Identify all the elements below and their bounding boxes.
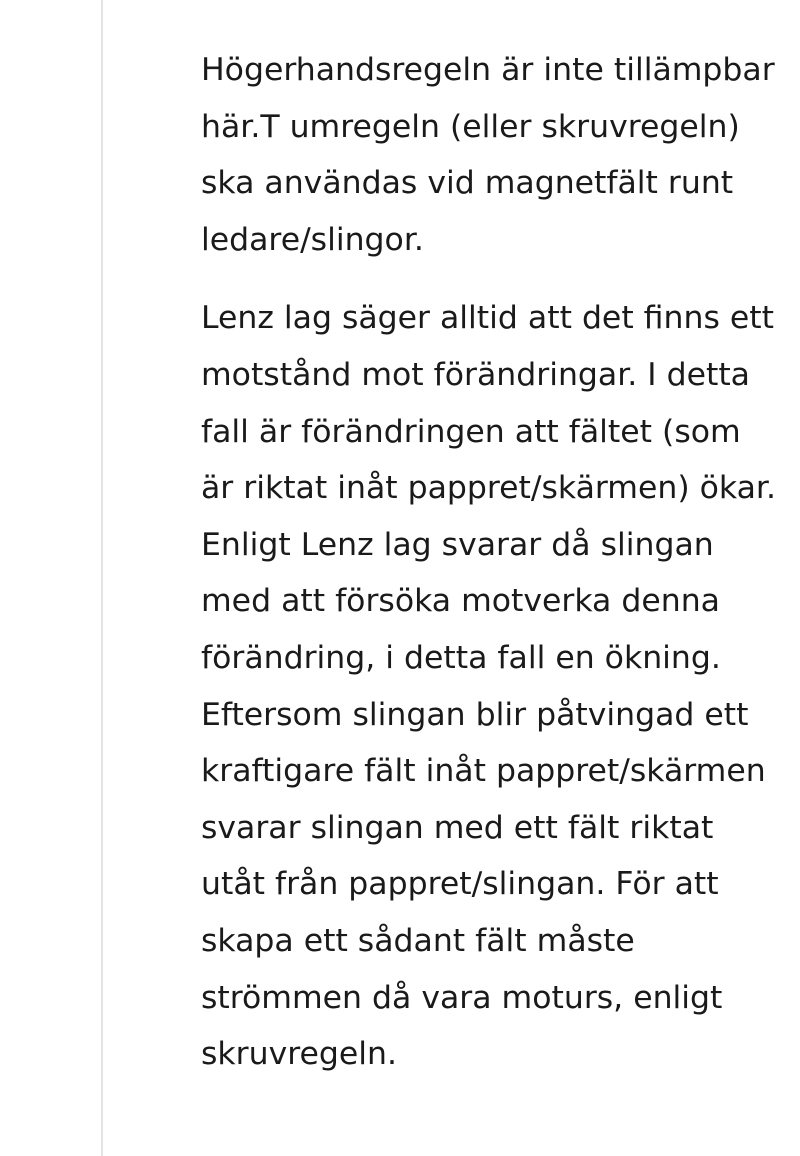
post-paragraph-1: Högerhandsregeln är inte tillämpbar här.T umregeln (eller skruvregeln) ska användas vid magnetfält runt ledare/slingor. [201, 52, 775, 258]
thread-divider [101, 0, 103, 1156]
post-body [201, 42, 776, 1083]
post-paragraph-2: Lenz lag säger alltid att det finns ett motstånd mot förändringar. I detta fall är förändringen att fältet (som är riktat inåt pappret/skärmen) ökar. Enligt Lenz lag svarar då slingan med att försöka motverka denna förändring, i detta fall en ökning. Eftersom slingan blir påtvingad ett kraftigare fält inåt pappret/skärmen svarar slingan med ett fält riktat utåt från pappret/slingan. För att skapa ett sådant fält måste strömmen då vara moturs, enligt skruvregeln. [201, 300, 776, 1073]
